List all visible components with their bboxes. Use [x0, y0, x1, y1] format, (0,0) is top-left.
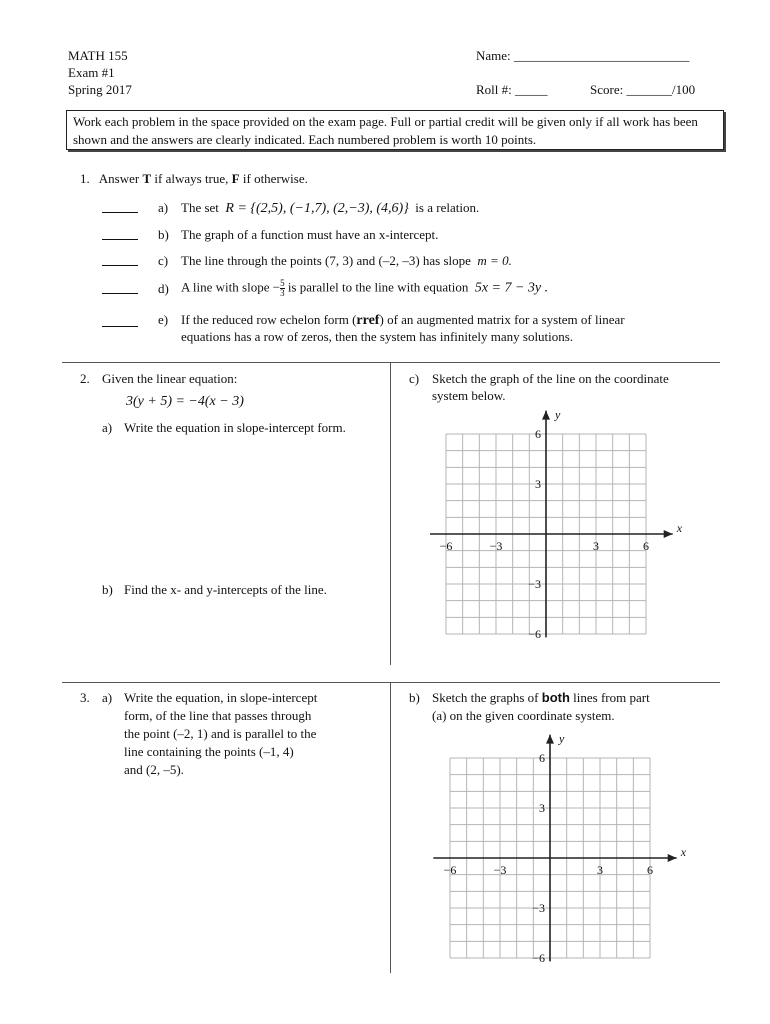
- problem-3-number: 3.: [80, 690, 90, 705]
- x-tick-label: −6: [443, 863, 457, 877]
- item-text: Sketch the graphs of: [432, 690, 539, 705]
- item-text: is parallel to the line with equation: [287, 279, 469, 295]
- coordinate-grid-2[interactable]: [432, 728, 692, 972]
- item-text: The set: [181, 200, 219, 215]
- prompt-text: if otherwise.: [242, 171, 308, 186]
- item-text: is a relation.: [415, 200, 480, 215]
- y-tick-label: 3: [539, 800, 545, 815]
- item-1e-line2: equations has a row of zeros, then the system has infinitely many solutions.: [181, 329, 574, 344]
- problem-3a-line: the point (–2, 1) and is parallel to the: [124, 726, 317, 741]
- y-axis-arrow: [546, 735, 554, 744]
- emphasis-both: both: [541, 690, 570, 705]
- answer-blank-e[interactable]: [102, 315, 138, 331]
- divider: [62, 362, 720, 363]
- divider: [62, 682, 720, 683]
- graph-svg: [430, 405, 690, 643]
- item-text: If the reduced row echelon form (: [181, 312, 357, 327]
- item-1e-letter: e): [158, 312, 169, 327]
- problem-3b-line1: [432, 690, 650, 706]
- problem-1-prompt: [80, 171, 308, 187]
- divider: [390, 683, 391, 973]
- instructions-box: [66, 110, 724, 150]
- x-axis-label: x: [680, 845, 687, 859]
- item-math: R = {(2,5), (−1,7), (2,−3), (4,6)}: [225, 201, 409, 216]
- y-tick-label: 3: [535, 476, 541, 491]
- problem-2a-text: Write the equation in slope-intercept form.: [124, 420, 346, 435]
- item-1d: [181, 279, 548, 298]
- item-math: m = 0.: [477, 253, 512, 268]
- problem-2-equation: 3(y + 5) = −4(x − 3): [126, 394, 244, 409]
- item-1b: The graph of a function must have an x-intercept.: [181, 227, 439, 242]
- y-tick-label: 6: [535, 426, 541, 441]
- roll-field[interactable]: Roll #: _____: [476, 82, 548, 97]
- x-tick-label: 6: [647, 863, 654, 877]
- fraction-numerator: 5: [280, 278, 285, 288]
- item-text: lines from part: [573, 690, 650, 705]
- problem-3a-line: form, of the line that passes through: [124, 708, 312, 723]
- y-axis-label: y: [559, 731, 565, 746]
- name-field[interactable]: Name: ___________________________: [476, 48, 690, 63]
- exam-term: Spring 2017: [68, 82, 132, 97]
- problem-3a-line: Write the equation, in slope-intercept: [124, 690, 318, 705]
- item-1b-letter: b): [158, 227, 169, 242]
- problem-2-number: 2.: [80, 371, 90, 386]
- item-text: The line through the points (7, 3) and (–2, –3) has slope: [181, 253, 471, 268]
- x-tick-label: 3: [593, 539, 600, 553]
- course-code: MATH 155: [68, 48, 128, 63]
- score-field[interactable]: Score: _______/100: [590, 82, 696, 97]
- x-tick-label: −3: [489, 539, 503, 553]
- problem-2c-letter: c): [409, 371, 420, 386]
- y-tick-label: −6: [532, 951, 545, 966]
- x-tick-label: 3: [597, 863, 604, 877]
- problem-2b-text: Find the x- and y-intercepts of the line.: [124, 582, 327, 597]
- answer-blank-c[interactable]: [102, 254, 138, 270]
- problem-3b-line2: (a) on the given coordinate system.: [432, 708, 615, 723]
- graph-svg: [432, 728, 692, 968]
- slope-fraction: [280, 279, 285, 298]
- y-tick-label: 6: [539, 750, 545, 765]
- problem-3a-line: line containing the points (–1, 4): [124, 744, 294, 759]
- x-axis-label: x: [676, 521, 683, 535]
- problem-2a-letter: a): [102, 420, 113, 435]
- fraction-denominator: 3: [280, 288, 285, 298]
- rref-term: rref: [356, 313, 380, 328]
- y-tick-label: −3: [528, 577, 541, 592]
- item-1c: [181, 253, 512, 269]
- slope-sign: −: [272, 279, 281, 295]
- x-tick-label: −6: [439, 539, 453, 553]
- x-axis-arrow: [668, 854, 677, 862]
- y-axis-label: y: [555, 407, 561, 422]
- answer-blank-a[interactable]: [102, 201, 138, 217]
- item-math: 5x = 7 − 3y .: [474, 280, 549, 296]
- prompt-false-letter: F: [231, 171, 240, 186]
- y-axis-arrow: [542, 411, 550, 420]
- item-1e-line1: [181, 312, 625, 329]
- item-1a-letter: a): [158, 200, 169, 215]
- x-axis-arrow: [664, 530, 673, 538]
- item-text: ) of an augmented matrix for a system of linear: [379, 312, 625, 327]
- problem-2c-line1: Sketch the graph of the line on the coordinate: [432, 371, 669, 386]
- item-1c-letter: c): [158, 253, 169, 268]
- answer-blank-b[interactable]: [102, 228, 138, 244]
- item-1a: [181, 200, 479, 217]
- y-tick-label: −6: [528, 627, 541, 642]
- problem-2b-letter: b): [102, 582, 113, 597]
- prompt-true-letter: T: [142, 171, 152, 186]
- x-tick-label: 6: [643, 539, 650, 553]
- problem-3a-line: and (2, –5).: [124, 762, 184, 777]
- problem-3b-letter: b): [409, 690, 420, 705]
- problem-1-number: 1.: [80, 171, 90, 186]
- x-tick-label: −3: [493, 863, 507, 877]
- problem-3a-letter: a): [102, 690, 113, 705]
- exam-number: Exam #1: [68, 65, 115, 80]
- instructions-text: Work each problem in the space provided on the exam page. Full or partial credit will be given only if all work has been shown and the answers are clearly indicated. Each numbered problem is worth 10 points.: [73, 114, 698, 147]
- coordinate-grid-1[interactable]: [430, 405, 690, 647]
- problem-2c-line2: system below.: [432, 388, 506, 403]
- prompt-text: if always true,: [154, 171, 229, 186]
- item-1d-letter: d): [158, 281, 169, 296]
- answer-blank-d[interactable]: [102, 282, 138, 298]
- prompt-text: Answer: [98, 171, 140, 186]
- divider: [390, 363, 391, 665]
- problem-2-prompt: Given the linear equation:: [102, 371, 238, 386]
- y-tick-label: −3: [532, 901, 545, 916]
- item-text: A line with slope: [181, 279, 270, 295]
